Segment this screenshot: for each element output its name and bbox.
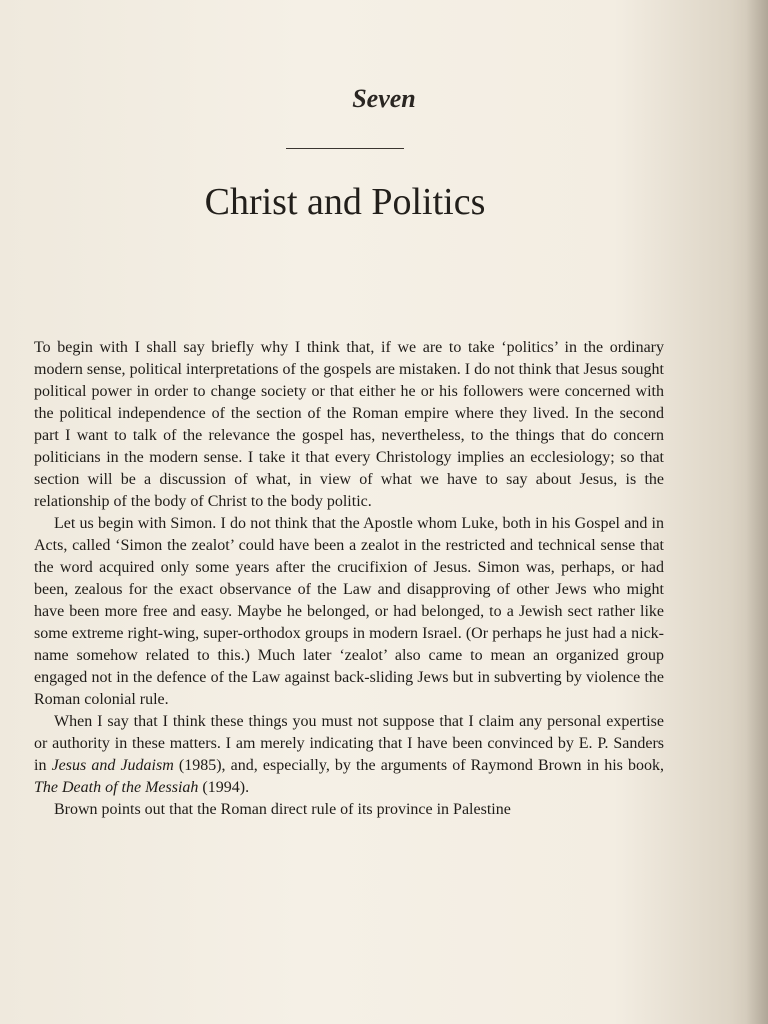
- chapter-number: Seven: [352, 84, 416, 113]
- paragraph-3-text-c: (1994).: [198, 779, 250, 796]
- book-title-jesus-and-judaism: Jesus and Judaism: [51, 757, 174, 774]
- chapter-title: Christ and Politics: [204, 181, 486, 223]
- chapter-divider: [286, 148, 404, 149]
- paragraph-3: [34, 711, 664, 799]
- paragraph-4: Brown points out that the Roman direct rule of its province in Palestine: [54, 801, 511, 818]
- paragraph-2: Let us begin with Simon. I do not think that the Apostle whom Luke, both in his Gospel and in Acts, called ‘Simon the zealot’ could have been a zealot in the restricted and technical sense that the word acquired only some years after the crucifixion of Jesus. Simon was, perhaps, or had been, zealous for the exact observance of the Law and disapproving of other Jews who might have been more free and easy. Maybe he belonged, or had belonged, to a Jewish sect rather like some extreme right-wing, super-orthodox groups in modern Israel. (Or perhaps he just had a nick-name somehow related to this.) Much later ‘zealot’ also came to mean an organized group engaged not in the defence of the Law against back-sliding Jews but in subverting by violence the Roman colonial rule.: [34, 515, 664, 708]
- book-title-death-of-the-messiah: The Death of the Messiah: [34, 779, 199, 796]
- paragraph-1: To begin with I shall say briefly why I think that, if we are to take ‘politics’ in the ordinary modern sense, political interpretations of the gospels are mistaken. I do not think that Jesus sought political power in order to change society or that either he or his followers were concerned with the political independence of the section of the Roman empire where they lived. In the second part I want to talk of the relevance the gospel has, nevertheless, to the things that do concern politicians in the modern sense. I take it that every Christology implies an ecclesiology; so that section will be a discussion of what, in view of what we have to say about Jesus, is the relationship of the body of Christ to the body politic.: [34, 339, 664, 510]
- chapter-body: [34, 337, 664, 821]
- paragraph-3-text-b: (1985), and, especially, by the arguments of Raymond Brown in his book,: [173, 757, 664, 774]
- paragraph-3-text-a: When I say that I think these things you must not suppose that I claim any personal expertise or authority in these matters. I am merely indicating that I have been convinced by E. P. Sanders in: [34, 713, 664, 774]
